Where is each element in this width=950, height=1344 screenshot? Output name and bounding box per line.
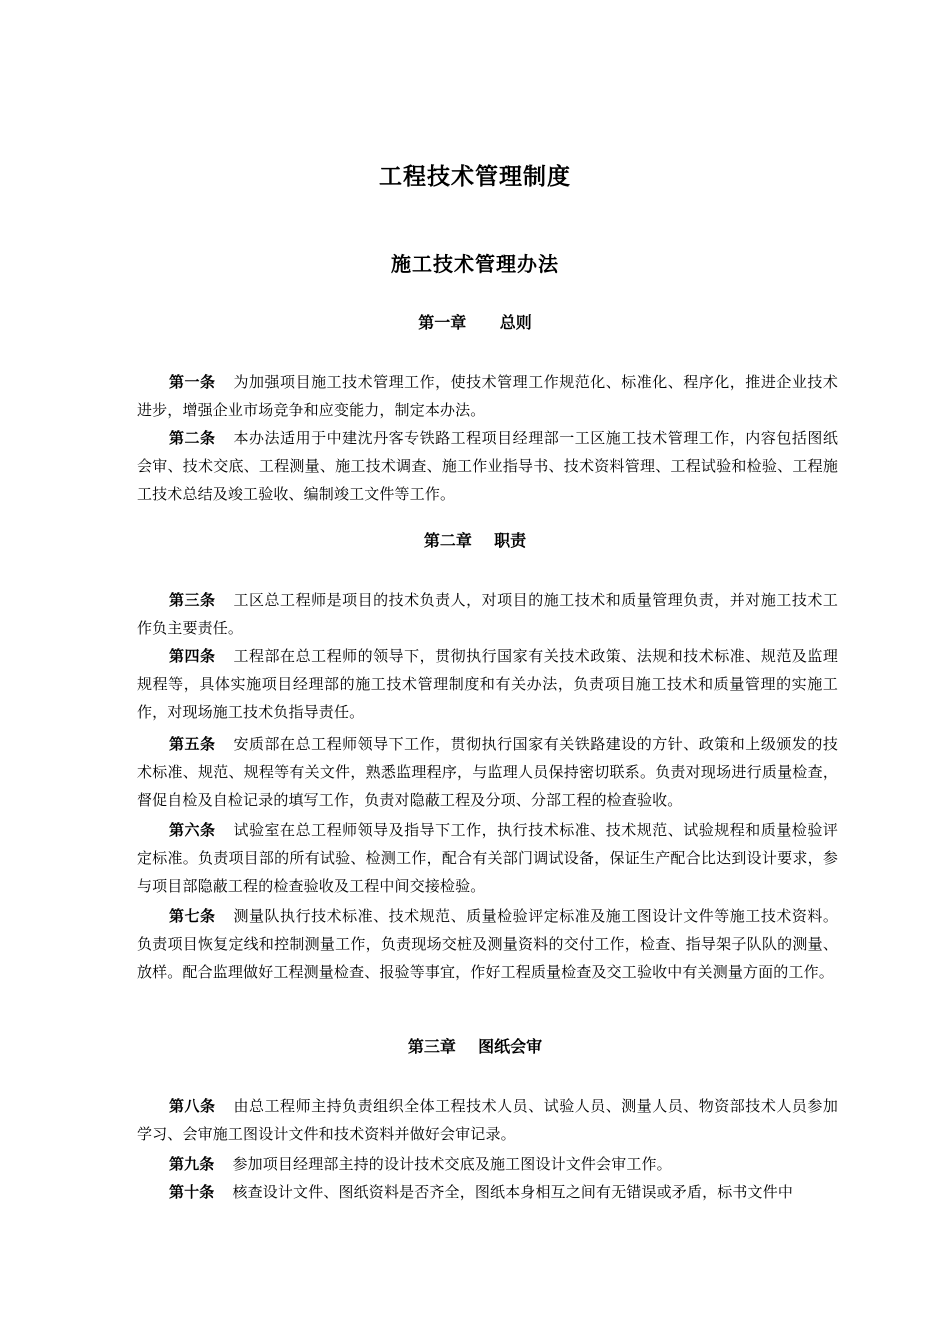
article-9	[137, 1150, 838, 1178]
chapter-heading-3	[0, 1034, 950, 1057]
article-text: 安质部在总工程师领导下工作，贯彻执行国家有关铁路建设的方针、政策和上级颁发的技术标准、规范、规程等有关文件，熟悉监理程序，与监理人员保持密切联系。负责对现场进行质量检查，督促自检及自检记录的填写工作，负责对隐蔽工程及分项、分部工程的检查验收。	[137, 735, 838, 809]
article-text: 工程部在总工程师的领导下，贯彻执行国家有关技术政策、法规和技术标准、规范及监理规程等，具体实施项目经理部的施工技术管理制度和有关办法，负责项目施工技术和质量管理的实施工作，对现场施工技术负指导责任。	[137, 647, 838, 721]
article-label: 第三条	[169, 591, 216, 609]
chapter-name: 职责	[494, 531, 527, 550]
article-7	[137, 902, 838, 986]
article-label: 第十条	[169, 1183, 215, 1201]
article-label: 第九条	[169, 1155, 215, 1173]
article-label: 第六条	[169, 821, 216, 839]
article-text: 核查设计文件、图纸资料是否齐全，图纸本身相互之间有无错误或矛盾，标书文件中	[232, 1183, 794, 1201]
article-text: 参加项目经理部主持的设计技术交底及施工图设计文件会审工作。	[232, 1155, 672, 1173]
article-label: 第五条	[169, 735, 216, 753]
chapter-name: 总则	[499, 313, 532, 332]
chapter-label: 第一章	[418, 313, 467, 332]
document-title: 工程技术管理制度	[379, 164, 571, 190]
article-5	[137, 730, 838, 814]
article-text: 由总工程师主持负责组织全体工程技术人员、试验人员、测量人员、物资部技术人员参加学习、会审施工图设计文件和技术资料并做好会审记录。	[137, 1097, 838, 1143]
article-label: 第四条	[169, 647, 216, 665]
article-8	[137, 1092, 838, 1148]
chapter-label: 第二章	[423, 531, 472, 550]
chapter-label: 第三章	[407, 1037, 456, 1056]
article-1	[137, 368, 838, 424]
article-6	[137, 816, 838, 900]
article-text: 测量队执行技术标准、技术规范、质量检验评定标准及施工图设计文件等施工技术资料。负责项目恢复定线和控制测量工作，负责现场交桩及测量资料的交付工作，检查、指导架子队队的测量、放样。配合监理做好工程测量检查、报验等事宜，作好工程质量检查及交工验收中有关测量方面的工作。	[137, 907, 838, 981]
article-text: 为加强项目施工技术管理工作，使技术管理工作规范化、标准化、程序化，推进企业技术进步，增强企业市场竞争和应变能力，制定本办法。	[137, 373, 838, 419]
document-subtitle: 施工技术管理办法	[391, 252, 559, 276]
chapter-heading-1	[0, 310, 950, 333]
article-label: 第八条	[169, 1097, 216, 1115]
article-label: 第七条	[169, 907, 216, 925]
chapter-heading-2	[0, 528, 950, 551]
article-label: 第一条	[169, 373, 216, 391]
article-3	[137, 586, 838, 642]
article-4	[137, 642, 838, 726]
chapter-name: 图纸会审	[478, 1037, 543, 1056]
article-text: 试验室在总工程师领导及指导下工作，执行技术标准、技术规范、试验规程和质量检验评定标准。负责项目部的所有试验、检测工作，配合有关部门调试设备，保证生产配合比达到设计要求，参与项目部隐蔽工程的检查验收及工程中间交接检验。	[137, 821, 838, 895]
article-text: 工区总工程师是项目的技术负责人，对项目的施工技术和质量管理负责，并对施工技术工作负主要责任。	[137, 591, 838, 637]
article-10	[137, 1178, 838, 1206]
article-label: 第二条	[169, 429, 216, 447]
article-2	[137, 424, 838, 508]
article-text: 本办法适用于中建沈丹客专铁路工程项目经理部一工区施工技术管理工作，内容包括图纸会审、技术交底、工程测量、施工技术调查、施工作业指导书、技术资料管理、工程试验和检验、工程施工技术总结及竣工验收、编制竣工文件等工作。	[137, 429, 838, 503]
